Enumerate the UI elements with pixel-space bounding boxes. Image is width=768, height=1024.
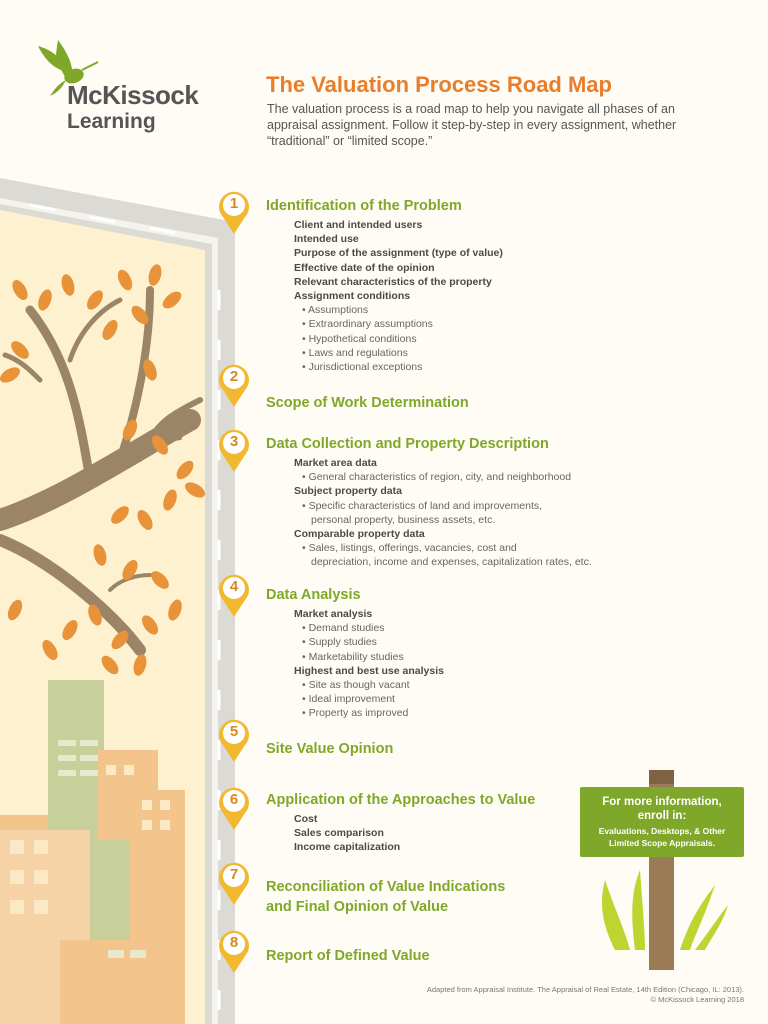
list-subitem: • Marketability studies <box>302 650 404 663</box>
list-subitem: personal property, business assets, etc. <box>311 513 496 526</box>
step-2-number: 2 <box>229 368 239 385</box>
list-item: Highest and best use analysis <box>294 664 444 677</box>
enroll-sign <box>580 787 744 857</box>
list-subitem: • Site as though vacant <box>302 679 410 692</box>
list-item: Purpose of the assignment (type of value) <box>294 247 503 260</box>
list-subitem: • Supply studies <box>302 636 377 649</box>
step-6 <box>266 790 535 855</box>
step-3-title: Data Collection and Property Description <box>266 436 549 452</box>
step-7-number: 7 <box>229 866 239 883</box>
step-3 <box>266 434 592 570</box>
list-item: Market analysis <box>294 608 373 620</box>
step-7-title-line1: Reconciliation of Value Indications <box>266 879 506 895</box>
page-title: The Valuation Process Road Map <box>266 72 612 97</box>
copyright: © McKissock Learning 2018 <box>650 995 744 1004</box>
list-item: Sales comparison <box>294 827 384 840</box>
sign-line2: enroll in: <box>637 810 687 822</box>
step-1 <box>266 196 503 374</box>
list-subitem: • Property as improved <box>302 707 409 720</box>
step-3-pin-icon <box>218 425 250 473</box>
list-item: Market area data <box>294 457 377 469</box>
step-6-number: 6 <box>229 791 239 808</box>
brand-name-line2: Learning <box>67 110 156 133</box>
list-subitem: • Hypothetical conditions <box>302 332 417 345</box>
step-5-pin-icon <box>218 715 250 763</box>
sign-course-line2: Limited Scope Appraisals. <box>609 838 715 848</box>
list-subitem: • Jurisdictional exceptions <box>302 361 423 374</box>
list-subitem: • Assumptions <box>302 304 369 317</box>
list-item: Cost <box>294 813 318 825</box>
step-5 <box>266 739 393 759</box>
step-7 <box>266 877 505 917</box>
step-5-title: Site Value Opinion <box>266 741 394 757</box>
step-4 <box>266 585 444 721</box>
sign-line1: For more information, <box>602 796 722 808</box>
step-8-pin-icon <box>218 926 250 974</box>
step-2-pin-icon <box>218 360 250 408</box>
list-subitem: • Demand studies <box>302 622 385 635</box>
step-8 <box>266 946 430 966</box>
list-item: Client and intended users <box>294 219 423 231</box>
step-1-title: Identification of the Problem <box>266 198 462 214</box>
list-subitem: • Extraordinary assumptions <box>302 318 433 331</box>
step-2-title: Scope of Work Determination <box>266 395 469 411</box>
step-4-pin-icon <box>218 570 250 618</box>
list-subitem: • General characteristics of region, city, and neighborhood <box>302 471 572 484</box>
step-7-pin-icon <box>218 858 250 906</box>
step-4-number: 4 <box>229 578 239 595</box>
list-item: Comparable property data <box>294 528 425 541</box>
list-subitem: • Specific characteristics of land and improvements, <box>302 499 543 512</box>
list-subitem: • Laws and regulations <box>302 346 408 359</box>
step-2 <box>266 393 469 413</box>
list-item: Subject property data <box>294 485 402 498</box>
sign-course-line1: Evaluations, Desktops, & Other <box>598 826 726 836</box>
list-subitem: depreciation, income and expenses, capitalization rates, etc. <box>311 556 592 569</box>
footer-credit <box>427 985 744 1005</box>
step-5-number: 5 <box>229 723 239 740</box>
list-item: Assignment conditions <box>294 290 411 303</box>
list-subitem: • Ideal improvement <box>302 693 395 706</box>
list-item: Income capitalization <box>294 841 401 854</box>
list-item: Relevant characteristics of the property <box>294 275 492 288</box>
step-6-pin-icon <box>218 783 250 831</box>
step-7-title-line2: and Final Opinion of Value <box>266 899 449 915</box>
step-3-number: 3 <box>229 433 239 450</box>
list-subitem: • Sales, listings, offerings, vacancies, cost and <box>302 542 517 555</box>
step-8-title: Report of Defined Value <box>266 948 430 964</box>
step-8-number: 8 <box>229 934 239 951</box>
step-4-title: Data Analysis <box>266 587 361 603</box>
step-1-number: 1 <box>229 195 239 212</box>
brand-name-line1: McKissock <box>67 80 199 110</box>
step-6-title: Application of the Approaches to Value <box>266 792 536 808</box>
step-1-pin-icon <box>218 187 250 235</box>
list-item: Effective date of the opinion <box>294 261 435 274</box>
source-citation: Adapted from Appraisal Institute. The Appraisal of Real Estate, 14th Edition (Chicago, IL: 2013). <box>426 985 744 994</box>
list-item: Intended use <box>294 233 359 246</box>
intro-paragraph: The valuation process is a road map to help you navigate all phases of an appraisal assignment. Follow it step-by-step in every assignment, whether “traditional” or “limited scope.” <box>267 102 677 148</box>
